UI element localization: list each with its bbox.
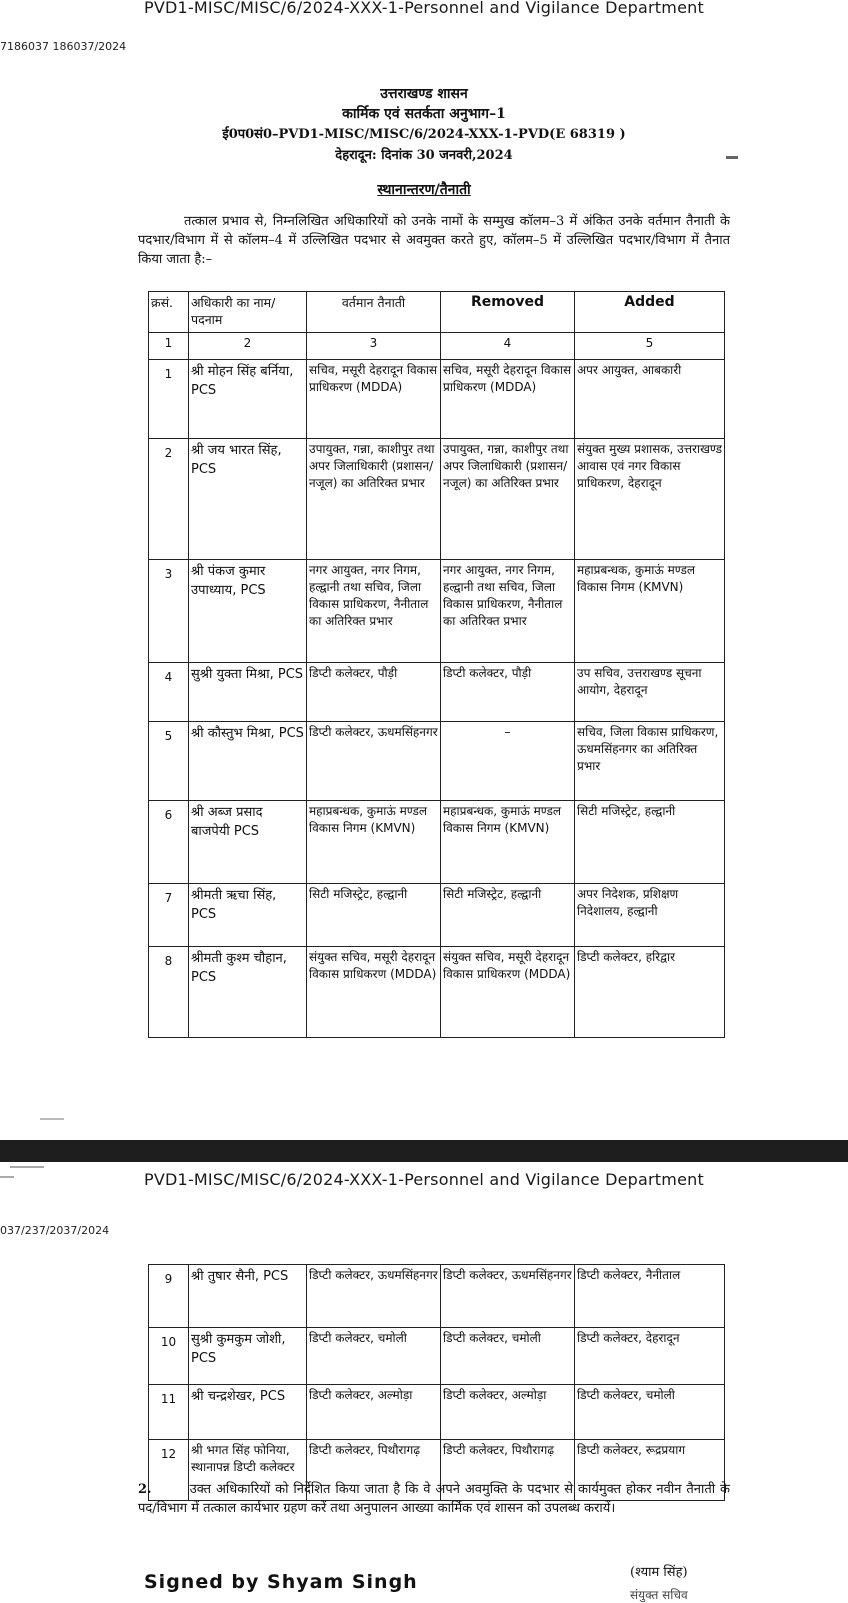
current-posting: डिप्टी कलेक्टर, ऊधमसिंहनगर (307, 722, 441, 801)
officer-name: श्री भगत सिंह फोनिया, स्थानापन्न डिप्टी कलेक्टर (189, 1440, 307, 1501)
table-row (149, 1328, 725, 1385)
col-number: 5 (575, 333, 725, 360)
closing-text: उक्त अधिकारियों को निर्देशित किया जाता है कि वे अपने अवमुक्ति के पदभार से कार्यमुक्त होकर नवीन तैनाती के पद/विभाग में तत्काल कार्यभार ग्रहण करें तथा अनुपालन आख्या कार्मिक एवं शासन को उपलब्ध करायें। (138, 1482, 730, 1516)
officer-name: श्रीमती कुश्म चौहान, PCS (189, 947, 307, 1038)
department-heading: कार्मिक एवं सतर्कता अनुभाग–1 (342, 106, 506, 122)
table-row (149, 1265, 725, 1328)
col-number: 1 (149, 333, 189, 360)
serial-number: 7 (149, 884, 189, 947)
removed-posting: डिप्टी कलेक्टर, अल्मोड़ा (441, 1385, 575, 1440)
added-posting: डिप्टी कलेक्टर, देहरादून (575, 1328, 725, 1385)
current-posting: महाप्रबन्धक, कुमाऊं मण्डल विकास निगम (KMVN) (307, 801, 441, 884)
removed-posting: नगर आयुक्त, नगर निगम, हल्द्वानी तथा सचिव, जिला विकास प्राधिकरण, नैनीताल का अतिरिक्त प्रभार (441, 560, 575, 663)
file-number: 037/237/2037/2024 (0, 1224, 110, 1237)
col-number: 4 (441, 333, 575, 360)
current-posting: डिप्टी कलेक्टर, ऊधमसिंहनगर (307, 1265, 441, 1328)
added-posting: सचिव, जिला विकास प्राधिकरण, ऊधमसिंहनगर का अतिरिक्त प्रभार (575, 722, 725, 801)
transfer-table (148, 291, 725, 1038)
removed-posting: डिप्टी कलेक्टर, पिथौरागढ़ (441, 1440, 575, 1501)
col-header-removed: Removed (441, 292, 575, 333)
table-header-row (149, 292, 725, 333)
added-posting: अपर निदेशक, प्रशिक्षण निदेशालय, हल्द्वानी (575, 884, 725, 947)
intro-paragraph: तत्काल प्रभाव से, निम्नलिखित अधिकारियों को उनके नामों के सम्मुख कॉलम–3 में अंकित उनके वर्तमान तैनाती के पदभार/विभाग में से कॉलम–4 में उल्लिखित पदभार से अवमुक्त करते हुए, कॉलम–5 में उल्लिखित पदभार/विभाग में तैनात किया जाता है:– (138, 214, 730, 267)
removed-posting: संयुक्त सचिव, मसूरी देहरादून विकास प्राधिकरण (MDDA) (441, 947, 575, 1038)
reference-number: ई0प0सं0–PVD1-MISC/MISC/6/2024-XXX-1-PVD(E 68319 ) (222, 127, 626, 142)
removed-posting: उपायुक्त, गन्ना, काशीपुर तथा अपर जिलाधिकारी (प्रशासन/नजूल) का अतिरिक्त प्रभार (441, 439, 575, 560)
added-posting: उप सचिव, उत्तराखण्ड सूचना आयोग, देहरादून (575, 663, 725, 722)
serial-number: 11 (149, 1385, 189, 1440)
officer-name: श्री चन्द्रशेखर, PCS (189, 1385, 307, 1440)
serial-number: 3 (149, 560, 189, 663)
serial-number: 10 (149, 1328, 189, 1385)
current-posting: सिटी मजिस्ट्रेट, हल्द्वानी (307, 884, 441, 947)
removed-posting: सचिव, मसूरी देहरादून विकास प्राधिकरण (MDDA) (441, 360, 575, 439)
date-line: देहरादून: दिनांक 30 जनवरी,2024 (335, 148, 513, 163)
current-posting: डिप्टी कलेक्टर, अल्मोड़ा (307, 1385, 441, 1440)
officer-name: श्री पंकज कुमार उपाध्याय, PCS (189, 560, 307, 663)
removed-posting: डिप्टी कलेक्टर, ऊधमसिंहनगर (441, 1265, 575, 1328)
officer-name: श्री कौस्तुभ मिश्रा, PCS (189, 722, 307, 801)
scan-mark (40, 1118, 64, 1120)
officer-name: सुश्री युक्ता मिश्रा, PCS (189, 663, 307, 722)
officer-name: श्रीमती ऋचा सिंह, PCS (189, 884, 307, 947)
current-posting: डिप्टी कलेक्टर, पौड़ी (307, 663, 441, 722)
current-posting: सचिव, मसूरी देहरादून विकास प्राधिकरण (MDDA) (307, 360, 441, 439)
subject: स्थानान्तरण/तैनाती (377, 182, 471, 198)
current-posting: संयुक्त सचिव, मसूरी देहरादून विकास प्राधिकरण (MDDA) (307, 947, 441, 1038)
signatory-name: (श्याम सिंह) (630, 1565, 688, 1580)
closing-paragraph (138, 1480, 730, 1518)
transfer-table-continued (148, 1264, 725, 1501)
added-posting: अपर आयुक्त, आबकारी (575, 360, 725, 439)
removed-posting: – (441, 722, 575, 801)
col-header-sn: क्रसं. (149, 292, 189, 333)
officer-name: श्री मोहन सिंह बर्निया, PCS (189, 360, 307, 439)
page-header-title: PVD1-MISC/MISC/6/2024-XXX-1-Personnel and Vigilance Department (144, 0, 704, 17)
table-row (149, 439, 725, 560)
table-row (149, 722, 725, 801)
added-posting: संयुक्त मुख्य प्रशासक, उत्तराखण्ड आवास एवं नगर विकास प्राधिकरण, देहरादून (575, 439, 725, 560)
col-number: 3 (307, 333, 441, 360)
table-row (149, 663, 725, 722)
scan-mark (10, 1166, 44, 1168)
file-number: ​7186037 186037/2024 (0, 40, 127, 53)
added-posting: महाप्रबन्धक, कुमाऊं मण्डल विकास निगम (KMVN) (575, 560, 725, 663)
col-number: 2 (189, 333, 307, 360)
col-header-current: वर्तमान तैनाती (307, 292, 441, 333)
officer-name: सुश्री कुमकुम जोशी, PCS (189, 1328, 307, 1385)
current-posting: डिप्टी कलेक्टर, चमोली (307, 1328, 441, 1385)
officer-name: श्री जय भारत सिंह, PCS (189, 439, 307, 560)
removed-posting: डिप्टी कलेक्टर, पौड़ी (441, 663, 575, 722)
added-posting: डिप्टी कलेक्टर, चमोली (575, 1385, 725, 1440)
serial-number: 6 (149, 801, 189, 884)
paragraph-number: 2. (138, 1482, 152, 1497)
table-row (149, 947, 725, 1038)
removed-posting: सिटी मजिस्ट्रेट, हल्द्वानी (441, 884, 575, 947)
col-header-added: Added (575, 292, 725, 333)
current-posting: नगर आयुक्त, नगर निगम, हल्द्वानी तथा सचिव, जिला विकास प्राधिकरण, नैनीताल का अतिरिक्त प्रभार (307, 560, 441, 663)
table-row (149, 560, 725, 663)
signatory-designation: संयुक्त सचिव (630, 1588, 688, 1602)
column-number-row (149, 333, 725, 360)
table-row (149, 360, 725, 439)
removed-posting: डिप्टी कलेक्टर, चमोली (441, 1328, 575, 1385)
current-posting: उपायुक्त, गन्ना, काशीपुर तथा अपर जिलाधिकारी (प्रशासन/नजूल) का अतिरिक्त प्रभार (307, 439, 441, 560)
page-header-title: PVD1-MISC/MISC/6/2024-XXX-1-Personnel and Vigilance Department (144, 1170, 704, 1189)
serial-number: 8 (149, 947, 189, 1038)
table-row (149, 801, 725, 884)
serial-number: 2 (149, 439, 189, 560)
added-posting: सिटी मजिस्ट्रेट, हल्द्वानी (575, 801, 725, 884)
serial-number: 9 (149, 1265, 189, 1328)
removed-posting: महाप्रबन्धक, कुमाऊं मण्डल विकास निगम (KMVN) (441, 801, 575, 884)
digital-signature-label: Signed by Shyam Singh (144, 1571, 418, 1593)
col-header-name: अधिकारी का नाम/ पदनाम (189, 292, 307, 333)
added-posting: डिप्टी कलेक्टर, नैनीताल (575, 1265, 725, 1328)
current-posting: डिप्टी कलेक्टर, पिथौरागढ़ (307, 1440, 441, 1501)
added-posting: डिप्टी कलेक्टर, हरिद्वार (575, 947, 725, 1038)
serial-number: 5 (149, 722, 189, 801)
added-posting: डिप्टी कलेक्टर, रूद्रप्रयाग (575, 1440, 725, 1501)
serial-number: 12 (149, 1440, 189, 1501)
page-break-bar (0, 1140, 848, 1162)
serial-number: 1 (149, 360, 189, 439)
table-row (149, 1385, 725, 1440)
officer-name: श्री तुषार सैनी, PCS (189, 1265, 307, 1328)
officer-name: श्री अब्ज प्रसाद बाजपेयी PCS (189, 801, 307, 884)
table-row (149, 884, 725, 947)
serial-number: 4 (149, 663, 189, 722)
government-heading: उत्तराखण्ड शासन (380, 86, 468, 102)
